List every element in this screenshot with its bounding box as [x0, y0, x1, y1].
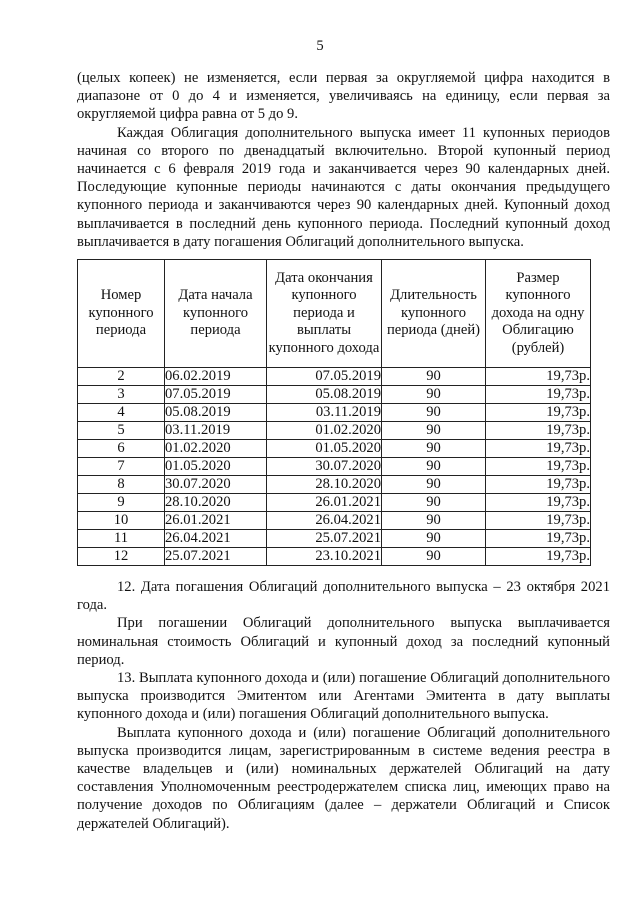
table-row — [78, 440, 591, 458]
table-row — [78, 530, 591, 548]
coupon-amount-cell: 19,73р. — [486, 368, 591, 386]
duration-cell: 90 — [382, 512, 486, 530]
coupon-amount-cell: 19,73р. — [486, 458, 591, 476]
end-date-cell: 25.07.2021 — [267, 530, 382, 548]
intro-section — [77, 69, 610, 251]
start-date-cell: 26.04.2021 — [165, 530, 267, 548]
rounding-rule-continuation: (целых копеек) не изменяется, если первая за округляемой цифра находится в диапазоне от 0 до 4 и изменяется, увеличиваясь на единицу, если первая за округляемой цифра равна от 5 до 9. — [77, 70, 610, 123]
table-header-row — [78, 260, 591, 368]
payment-recipients-paragraph: Выплата купонного дохода и (или) погашение Облигаций дополнительного выпуска производится лицам, зарегистрированным в системе ведения реестра в качестве владельцев и (или) номинальных держателей Облигаций на дату составления Уполномоченным реестродержателем списка лиц, имеющих право на получение доходов по Облигациям (далее – держатели Облигаций и Список держателей Облигаций). — [77, 724, 610, 832]
maturity-date-paragraph: 12. Дата погашения Облигаций дополнительного выпуска – 23 октября 2021 года. — [77, 579, 610, 614]
period-number-cell: 9 — [78, 494, 165, 512]
table-row — [78, 404, 591, 422]
table-row — [78, 368, 591, 386]
duration-cell: 90 — [382, 368, 486, 386]
end-date-cell: 23.10.2021 — [267, 548, 382, 566]
start-date-cell: 25.07.2021 — [165, 548, 267, 566]
duration-cell: 90 — [382, 494, 486, 512]
coupon-schedule-table — [77, 259, 591, 566]
header-end-date: Дата окончания купонного периода и выплаты купонного дохода — [267, 260, 382, 368]
period-number-cell: 3 — [78, 386, 165, 404]
period-number-cell: 7 — [78, 458, 165, 476]
end-date-cell: 30.07.2020 — [267, 458, 382, 476]
start-date-cell: 06.02.2019 — [165, 368, 267, 386]
header-duration: Длительность купонного периода (дней) — [382, 260, 486, 368]
coupon-amount-cell: 19,73р. — [486, 386, 591, 404]
start-date-cell: 28.10.2020 — [165, 494, 267, 512]
start-date-cell: 01.02.2020 — [165, 440, 267, 458]
end-date-cell: 01.05.2020 — [267, 440, 382, 458]
start-date-cell: 07.05.2019 — [165, 386, 267, 404]
table-row — [78, 386, 591, 404]
duration-cell: 90 — [382, 440, 486, 458]
end-date-cell: 26.01.2021 — [267, 494, 382, 512]
start-date-cell: 30.07.2020 — [165, 476, 267, 494]
duration-cell: 90 — [382, 422, 486, 440]
maturity-payout-paragraph: При погашении Облигаций дополнительного выпуска выплачивается номинальная стоимость Облигаций и купонный доход за последний купонный период. — [77, 615, 610, 668]
section-13 — [77, 669, 610, 833]
section-12 — [77, 578, 610, 669]
coupon-periods-paragraph: Каждая Облигация дополнительного выпуска имеет 11 купонных периодов начиная со второго по двенадцатый включительно. Второй купонный период начинается с 6 февраля 2019 года и заканчивается через 90 календарных дней. Последующие купонные периоды начинаются с даты окончания предыдущего купонного периода и заканчиваются через 90 календарных дней. Купонный доход выплачивается в последний день купонного периода. Последний купонный доход выплачивается в дату погашения Облигаций дополнительного выпуска. — [77, 124, 610, 250]
period-number-cell: 12 — [78, 548, 165, 566]
end-date-cell: 03.11.2019 — [267, 404, 382, 422]
period-number-cell: 6 — [78, 440, 165, 458]
duration-cell: 90 — [382, 404, 486, 422]
coupon-amount-cell: 19,73р. — [486, 530, 591, 548]
end-date-cell: 26.04.2021 — [267, 512, 382, 530]
duration-cell: 90 — [382, 458, 486, 476]
table-row — [78, 494, 591, 512]
table-row — [78, 476, 591, 494]
coupon-amount-cell: 19,73р. — [486, 512, 591, 530]
end-date-cell: 07.05.2019 — [267, 368, 382, 386]
end-date-cell: 05.08.2019 — [267, 386, 382, 404]
table-row — [78, 548, 591, 566]
period-number-cell: 5 — [78, 422, 165, 440]
coupon-amount-cell: 19,73р. — [486, 440, 591, 458]
period-number-cell: 11 — [78, 530, 165, 548]
duration-cell: 90 — [382, 548, 486, 566]
header-coupon-amount: Размер купонного дохода на одну Облигацию (рублей) — [486, 260, 591, 368]
duration-cell: 90 — [382, 476, 486, 494]
duration-cell: 90 — [382, 530, 486, 548]
page-number: 5 — [316, 38, 324, 54]
coupon-rows — [78, 368, 591, 566]
header-period-number: Номер купонного периода — [78, 260, 165, 368]
table-row — [78, 458, 591, 476]
coupon-amount-cell: 19,73р. — [486, 404, 591, 422]
start-date-cell: 03.11.2019 — [165, 422, 267, 440]
start-date-cell: 01.05.2020 — [165, 458, 267, 476]
period-number-cell: 2 — [78, 368, 165, 386]
start-date-cell: 05.08.2019 — [165, 404, 267, 422]
coupon-amount-cell: 19,73р. — [486, 494, 591, 512]
table-row — [78, 512, 591, 530]
table-row — [78, 422, 591, 440]
period-number-cell: 4 — [78, 404, 165, 422]
end-date-cell: 01.02.2020 — [267, 422, 382, 440]
coupon-amount-cell: 19,73р. — [486, 422, 591, 440]
coupon-amount-cell: 19,73р. — [486, 476, 591, 494]
header-start-date: Дата начала купонного периода — [165, 260, 267, 368]
payment-agent-paragraph: 13. Выплата купонного дохода и (или) погашение Облигаций дополнительного выпуска производится Эмитентом или Агентами Эмитента в дату выплаты купонного дохода и (или) погашения Облигаций дополнительного выпуска. — [77, 670, 610, 723]
start-date-cell: 26.01.2021 — [165, 512, 267, 530]
period-number-cell: 10 — [78, 512, 165, 530]
period-number-cell: 8 — [78, 476, 165, 494]
end-date-cell: 28.10.2020 — [267, 476, 382, 494]
duration-cell: 90 — [382, 386, 486, 404]
coupon-amount-cell: 19,73р. — [486, 548, 591, 566]
